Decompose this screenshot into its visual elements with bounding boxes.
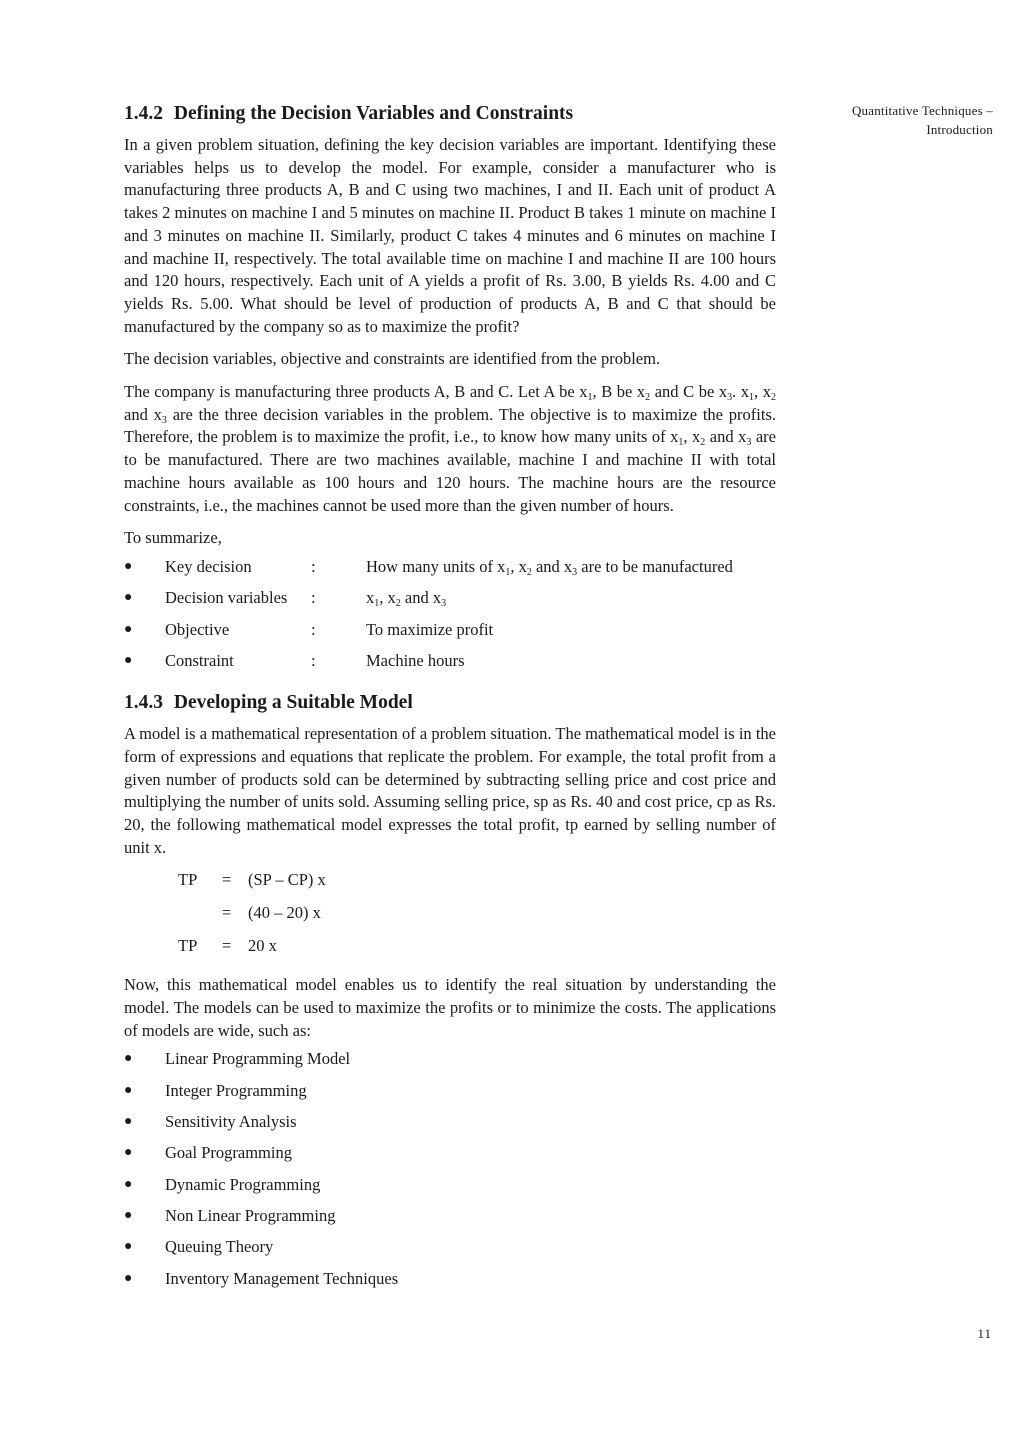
summary-value: Machine hours xyxy=(366,650,465,670)
summary-label: Objective xyxy=(165,619,230,639)
running-header-line2: Introduction xyxy=(926,122,993,137)
list-item xyxy=(124,556,776,587)
section-heading-1-4-3 xyxy=(124,691,776,715)
paragraph-identification: The decision variables, objective and constraints are identified from the problem. xyxy=(124,349,661,369)
formula-rhs: (40 – 20) x xyxy=(248,903,321,923)
formula-lhs: TP xyxy=(178,870,198,890)
formula-equals: = xyxy=(222,903,232,923)
application-label: Dynamic Programming xyxy=(165,1174,321,1194)
formula-row xyxy=(124,935,776,968)
summary-colon: : xyxy=(311,556,316,576)
paragraph-decision-variables: The company is manufacturing three products A, B and C. Let A be $x_1$, B be $x_2$ and C be $x_3$. $x_1$, $x_2$ and $x_3$ are the three decision variables in the problem. The objective is to maximize the profits. Therefore, the problem is to maximize the profit, i.e., to know how many units of $x_1$, $x_2$ and $x_3$ are to be manufactured. There are two machines available, machine I and machine II with total machine hours available as 100 hours and 120 hours. The machine hours are the resource constraints, i.e., the machines cannot be used more than the given number of hours. xyxy=(124,382,776,515)
section-title: Defining the Decision Variables and Constraints xyxy=(173,103,574,124)
formula-lhs: TP xyxy=(178,936,198,956)
page-number: 11 xyxy=(977,1326,992,1341)
section-title: Developing a Suitable Model xyxy=(173,692,413,714)
bullet-icon: ● xyxy=(124,621,133,637)
application-label: Sensitivity Analysis xyxy=(165,1112,297,1132)
bullet-icon: ● xyxy=(124,1145,133,1161)
summary-label: Constraint xyxy=(165,650,234,670)
list-item xyxy=(124,1174,776,1205)
applications-list xyxy=(124,1048,776,1298)
formula-rhs: (SP – CP) x xyxy=(248,870,326,890)
bullet-icon: ● xyxy=(124,1051,133,1067)
formula-row xyxy=(124,902,776,935)
summary-colon: : xyxy=(311,650,316,670)
summary-label: Decision variables xyxy=(165,588,288,608)
summary-colon: : xyxy=(311,619,316,639)
formula-rhs: 20 x xyxy=(248,936,277,956)
bullet-icon: ● xyxy=(124,1176,133,1192)
list-item xyxy=(124,1048,776,1079)
summary-value: $x_1$, $x_2$ and $x_3$ xyxy=(366,588,447,610)
application-label: Queuing Theory xyxy=(165,1237,274,1257)
bullet-icon: ● xyxy=(124,558,133,574)
paragraph-summary-intro: To summarize, xyxy=(124,528,222,548)
list-item xyxy=(124,587,776,618)
list-item xyxy=(124,1268,776,1299)
paragraph-problem-statement: In a given problem situation, defining the key decision variables are important. Identifying these variables helps us to develop the model. For example, consider a manufacturer who is manufacturing three products A, B and C using two machines, I and II. Each unit of product A takes 2 minutes on machine I and 5 minutes on machine II. Product B takes 1 minute on machine I and 3 minutes on machine II. Similarly, product C takes 4 minutes and 6 minutes on machine I and machine II, respectively. The total available time on machine I and machine II are 100 hours and 120 hours, respectively. Each unit of A yields a profit of Rs. 3.00, B yields Rs. 4.00 and C yields Rs. 5.00. What should be level of production of products A, B and C that should be manufactured by the company so as to maximize the profit? xyxy=(124,135,776,336)
bullet-icon: ● xyxy=(124,1207,133,1223)
list-item xyxy=(124,1111,776,1142)
profit-formula xyxy=(124,869,776,968)
list-item xyxy=(124,1205,776,1236)
summary-value: To maximize profit xyxy=(366,619,494,639)
bullet-icon: ● xyxy=(124,1082,133,1098)
formula-row xyxy=(124,869,776,902)
application-label: Goal Programming xyxy=(165,1143,292,1163)
bullet-icon: ● xyxy=(124,1239,133,1255)
application-label: Linear Programming Model xyxy=(165,1049,351,1069)
list-item xyxy=(124,1236,776,1267)
running-header xyxy=(793,101,993,139)
formula-equals: = xyxy=(222,870,232,890)
section-number: 1.4.2 xyxy=(124,103,163,124)
formula-equals: = xyxy=(222,936,232,956)
application-label: Integer Programming xyxy=(165,1080,307,1100)
bullet-icon: ● xyxy=(124,652,133,668)
list-item xyxy=(124,1080,776,1111)
list-item xyxy=(124,619,776,650)
bullet-icon: ● xyxy=(124,1114,133,1130)
list-item xyxy=(124,1142,776,1173)
summary-label: Key decision xyxy=(165,556,252,576)
section-number: 1.4.3 xyxy=(124,692,163,714)
application-label: Inventory Management Techniques xyxy=(165,1268,399,1288)
bullet-icon: ● xyxy=(124,1270,133,1286)
summary-colon: : xyxy=(311,588,316,608)
page-content xyxy=(124,102,776,1299)
running-header-line1: Quantitative Techniques – xyxy=(851,103,993,118)
application-label: Non Linear Programming xyxy=(165,1205,336,1225)
paragraph-model-definition: A model is a mathematical representation of a problem situation. The mathematical model is in the form of expressions and equations that replicate the problem. For example, the total profit from a given number of products sold can be determined by subtracting selling price and cost price and multiplying the number of units sold. Assuming selling price, sp as Rs. 40 and cost price, cp as Rs. 20, the following mathematical model expresses the total profit, tp earned by selling number of unit x. xyxy=(124,724,776,857)
section-heading-1-4-2 xyxy=(124,102,776,126)
list-item xyxy=(124,650,776,681)
bullet-icon: ● xyxy=(124,590,133,606)
summary-list xyxy=(124,556,776,681)
paragraph-model-applications: Now, this mathematical model enables us to identify the real situation by understanding the model. The models can be used to maximize the profits or to minimize the costs. The applications of models are wide, such as: xyxy=(124,975,776,1040)
summary-value: How many units of $x_1$, $x_2$ and $x_3$ are to be manufactured xyxy=(366,556,733,578)
